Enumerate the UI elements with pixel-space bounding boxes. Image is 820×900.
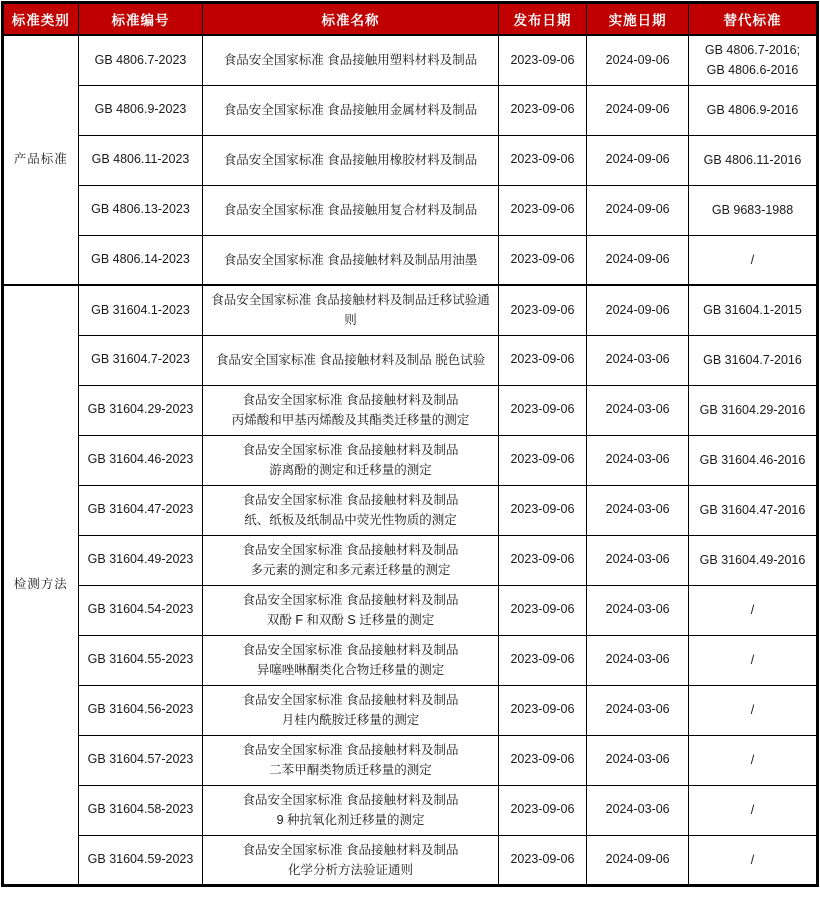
standard-name-line: 食品安全国家标准 食品接触用橡胶材料及制品 (223, 153, 478, 167)
replaced-standard-line: GB 4806.6-2016 (706, 63, 799, 78)
category-cell: 产品标准 (3, 35, 79, 285)
replaced-standard-cell (689, 635, 818, 685)
table-row (3, 785, 818, 835)
column-header-name: 标准名称 (203, 3, 498, 36)
standard-name-cell (203, 585, 498, 635)
replaced-standard-cell (689, 385, 818, 435)
standard-name-cell (203, 485, 498, 535)
publish-date-cell: 2023-09-06 (498, 435, 587, 485)
standard-name-line: 食品安全国家标准 食品接触材料及制品 (242, 643, 459, 657)
standard-name-cell (203, 35, 498, 85)
publish-date-cell: 2023-09-06 (498, 185, 587, 235)
replaced-standard-line: / (750, 803, 755, 817)
replaced-standard-cell (689, 485, 818, 535)
standard-name-line: 食品安全国家标准 食品接触材料及制品 (242, 793, 459, 807)
standard-name-line: 食品安全国家标准 食品接触材料及制品 (242, 593, 459, 607)
standard-name-line: 食品安全国家标准 食品接触材料及制品 (242, 842, 459, 857)
standard-name-cell (203, 85, 498, 135)
table-row (3, 685, 818, 735)
standard-name-cell (203, 635, 498, 685)
replaced-standard-line: / (750, 653, 755, 667)
standard-name-cell (203, 735, 498, 785)
standard-name-line: 食品安全国家标准 食品接触材料及制品 (242, 693, 459, 707)
standard-code-cell: GB 31604.29-2023 (78, 385, 203, 435)
implement-date-cell: 2024-09-06 (587, 135, 689, 185)
standard-name-cell (203, 185, 498, 235)
replaced-standard-line: / (750, 703, 755, 717)
standard-code-cell: GB 31604.46-2023 (78, 435, 203, 485)
implement-date-cell: 2024-09-06 (587, 185, 689, 235)
standard-name-cell (203, 785, 498, 835)
replaced-standard-cell (689, 85, 818, 135)
implement-date-cell: 2024-03-06 (587, 535, 689, 585)
replaced-standard-cell (689, 35, 818, 85)
header-row (3, 3, 818, 36)
standard-code-cell: GB 4806.13-2023 (78, 185, 203, 235)
table-body (3, 35, 818, 885)
standard-name-cell (203, 835, 498, 885)
standard-code-cell: GB 31604.47-2023 (78, 485, 203, 535)
replaced-standard-line: GB 4806.9-2016 (706, 103, 799, 117)
publish-date-cell: 2023-09-06 (498, 335, 587, 385)
implement-date-cell: 2024-03-06 (587, 335, 689, 385)
standard-name-cell (203, 685, 498, 735)
standard-name-line: 游离酚的测定和迁移量的测定 (269, 463, 432, 477)
table-row (3, 485, 818, 535)
standard-name-line: 食品安全国家标准 食品接触材料及制品 (242, 493, 459, 507)
table-row (3, 635, 818, 685)
implement-date-cell: 2024-03-06 (587, 585, 689, 635)
implement-date-cell: 2024-09-06 (587, 35, 689, 85)
table-row (3, 185, 818, 235)
implement-date-cell: 2024-09-06 (587, 85, 689, 135)
standard-name-line: 月桂内酰胺迁移量的测定 (281, 713, 420, 727)
standard-name-line: 异噻唑啉酮类化合物迁移量的测定 (256, 663, 445, 677)
standard-name-line: 双酚 F 和双酚 S 迁移量的测定 (266, 613, 435, 627)
replaced-standard-cell (689, 235, 818, 285)
standard-name-cell (203, 285, 498, 335)
publish-date-cell: 2023-09-06 (498, 235, 587, 285)
implement-date-cell: 2024-03-06 (587, 635, 689, 685)
replaced-standard-line: / (750, 852, 755, 867)
publish-date-cell: 2023-09-06 (498, 535, 587, 585)
publish-date-cell: 2023-09-06 (498, 585, 587, 635)
standard-code-cell: GB 31604.58-2023 (78, 785, 203, 835)
standard-code-cell: GB 31604.7-2023 (78, 335, 203, 385)
column-header-replaced-standard: 替代标准 (689, 3, 818, 36)
replaced-standard-cell (689, 185, 818, 235)
publish-date-cell: 2023-09-06 (498, 685, 587, 735)
replaced-standard-line: GB 31604.47-2016 (699, 503, 806, 517)
standard-name-line: 化学分析方法验证通则 (288, 862, 414, 877)
replaced-standard-cell (689, 335, 818, 385)
replaced-standard-cell (689, 835, 818, 885)
table-row (3, 285, 818, 335)
replaced-standard-line: GB 31604.1-2015 (703, 303, 802, 318)
replaced-standard-cell (689, 535, 818, 585)
standard-name-line: 食品安全国家标准 食品接触材料及制品 (242, 543, 459, 557)
implement-date-cell: 2024-03-06 (587, 785, 689, 835)
replaced-standard-line: GB 9683-1988 (711, 203, 794, 217)
standard-name-line: 食品安全国家标准 食品接触材料及制品迁移试验通则 (211, 293, 490, 328)
column-header-code: 标准编号 (78, 3, 203, 36)
table-row (3, 85, 818, 135)
implement-date-cell: 2024-09-06 (587, 285, 689, 335)
replaced-standard-line: / (750, 252, 755, 267)
replaced-standard-line: GB 31604.29-2016 (699, 403, 806, 417)
standard-code-cell: GB 31604.55-2023 (78, 635, 203, 685)
table-header (3, 3, 818, 36)
replaced-standard-cell (689, 135, 818, 185)
standard-name-line: 食品安全国家标准 食品接触用金属材料及制品 (223, 103, 478, 117)
replaced-standard-cell (689, 735, 818, 785)
replaced-standard-cell (689, 435, 818, 485)
replaced-standard-line: / (750, 603, 755, 617)
standard-code-cell: GB 31604.57-2023 (78, 735, 203, 785)
standard-code-cell: GB 31604.56-2023 (78, 685, 203, 735)
standard-name-line: 食品安全国家标准 食品接触用塑料材料及制品 (223, 53, 478, 68)
standard-name-line: 丙烯酸和甲基丙烯酸及其酯类迁移量的测定 (231, 413, 470, 427)
standard-name-cell (203, 135, 498, 185)
standard-name-cell (203, 235, 498, 285)
standard-name-line: 食品安全国家标准 食品接触用复合材料及制品 (223, 203, 478, 217)
publish-date-cell: 2023-09-06 (498, 35, 587, 85)
standard-name-line: 纸、纸板及纸制品中荧光性物质的测定 (244, 513, 457, 527)
table-row (3, 435, 818, 485)
column-header-publish-date: 发布日期 (498, 3, 587, 36)
standard-name-cell (203, 435, 498, 485)
standard-code-cell: GB 31604.49-2023 (78, 535, 203, 585)
table-row (3, 235, 818, 285)
implement-date-cell: 2024-09-06 (587, 235, 689, 285)
implement-date-cell: 2024-09-06 (587, 835, 689, 885)
replaced-standard-line: GB 4806.7-2016; (704, 43, 801, 58)
publish-date-cell: 2023-09-06 (498, 835, 587, 885)
table-row (3, 735, 818, 785)
table-row (3, 385, 818, 435)
column-header-category: 标准类别 (3, 3, 79, 36)
category-cell: 检测方法 (3, 285, 79, 885)
standard-name-line: 食品安全国家标准 食品接触材料及制品 脱色试验 (215, 353, 486, 367)
standard-name-line: 食品安全国家标准 食品接触材料及制品 (242, 393, 459, 407)
standard-code-cell: GB 31604.54-2023 (78, 585, 203, 635)
replaced-standard-cell (689, 785, 818, 835)
standard-name-line: 食品安全国家标准 食品接触材料及制品用油墨 (223, 252, 478, 267)
table-row (3, 535, 818, 585)
replaced-standard-line: GB 4806.11-2016 (703, 153, 802, 167)
standard-code-cell: GB 31604.1-2023 (78, 285, 203, 335)
replaced-standard-cell (689, 285, 818, 335)
replaced-standard-line: GB 31604.7-2016 (703, 353, 802, 367)
table-row (3, 585, 818, 635)
implement-date-cell: 2024-03-06 (587, 385, 689, 435)
column-header-implement-date: 实施日期 (587, 3, 689, 36)
implement-date-cell: 2024-03-06 (587, 685, 689, 735)
publish-date-cell: 2023-09-06 (498, 735, 587, 785)
replaced-standard-cell (689, 685, 818, 735)
publish-date-cell: 2023-09-06 (498, 785, 587, 835)
table-row (3, 135, 818, 185)
publish-date-cell: 2023-09-06 (498, 385, 587, 435)
standard-name-line: 食品安全国家标准 食品接触材料及制品 (242, 443, 459, 457)
publish-date-cell: 2023-09-06 (498, 485, 587, 535)
implement-date-cell: 2024-03-06 (587, 485, 689, 535)
table-row (3, 835, 818, 885)
publish-date-cell: 2023-09-06 (498, 135, 587, 185)
standard-code-cell: GB 4806.11-2023 (78, 135, 203, 185)
implement-date-cell: 2024-03-06 (587, 735, 689, 785)
standard-name-line: 9 种抗氧化剂迁移量的测定 (276, 813, 425, 827)
implement-date-cell: 2024-03-06 (587, 435, 689, 485)
standard-name-line: 二苯甲酮类物质迁移量的测定 (269, 763, 432, 777)
replaced-standard-line: / (750, 753, 755, 767)
standard-code-cell: GB 31604.59-2023 (78, 835, 203, 885)
standard-code-cell: GB 4806.14-2023 (78, 235, 203, 285)
standard-code-cell: GB 4806.7-2023 (78, 35, 203, 85)
publish-date-cell: 2023-09-06 (498, 285, 587, 335)
replaced-standard-cell (689, 585, 818, 635)
standard-name-cell (203, 385, 498, 435)
replaced-standard-line: GB 31604.46-2016 (699, 453, 806, 467)
replaced-standard-line: GB 31604.49-2016 (699, 553, 806, 567)
table-row (3, 35, 818, 85)
standard-code-cell: GB 4806.9-2023 (78, 85, 203, 135)
standard-name-line: 多元素的测定和多元素迁移量的测定 (250, 563, 451, 577)
standard-name-cell (203, 335, 498, 385)
publish-date-cell: 2023-09-06 (498, 635, 587, 685)
publish-date-cell: 2023-09-06 (498, 85, 587, 135)
standard-name-cell (203, 535, 498, 585)
standard-name-line: 食品安全国家标准 食品接触材料及制品 (242, 743, 459, 757)
standards-table (1, 1, 819, 887)
table-row (3, 335, 818, 385)
